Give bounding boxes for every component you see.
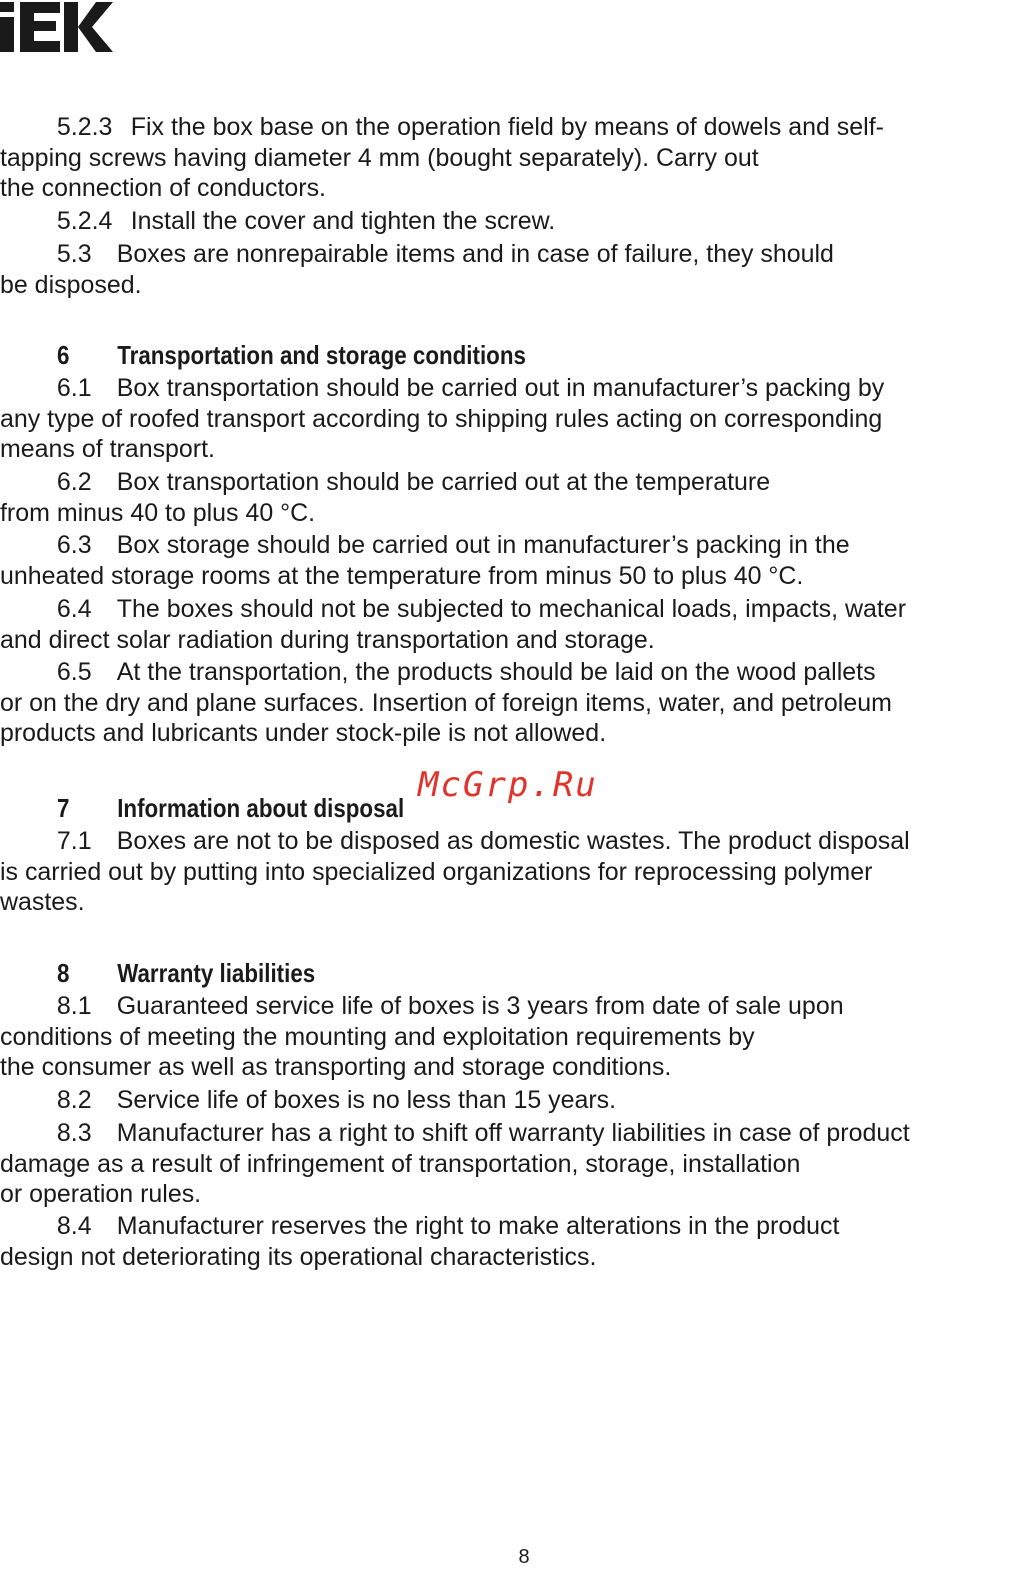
paragraph-6-5: 6.5 At the transportation, the products should be laid on the wood pallets or on the dry and plane surfaces. Insertion of foreign items, water, and petroleum products and lubricants under stock-pile is not allowed. bbox=[0, 658, 892, 748]
clause-number: 6.2 bbox=[56, 468, 92, 496]
paragraph-8-4: 8.4 Manufacturer reserves the right to make alterations in the product design not deteriorating its operational characteristics. bbox=[0, 1212, 840, 1271]
paragraph-6-3: 6.3 Box storage should be carried out in manufacturer’s packing in the unheated storage rooms at the temperature from minus 50 to plus 40 °C. bbox=[0, 531, 850, 590]
paragraph-8-2: 8.2 Service life of boxes is no less than 15 years. bbox=[56, 1086, 617, 1114]
clause-number: 6.4 bbox=[56, 595, 92, 623]
paragraph-5-3: 5.3 Boxes are nonrepairable items and in case of failure, they should be disposed. bbox=[0, 240, 834, 299]
paragraph-8-1: 8.1 Guaranteed service life of boxes is 3 years from date of sale upon conditions of meeting the mounting and exploitation requirements by the consumer as well as transporting and storage conditions. bbox=[0, 992, 844, 1082]
clause-number: 7.1 bbox=[56, 827, 92, 855]
clause-number: 5.2.3 bbox=[56, 113, 113, 141]
clause-number: 8.4 bbox=[56, 1212, 92, 1240]
paragraph-8-3: 8.3 Manufacturer has a right to shift off warranty liabilities in case of product damage as a result of infringement of transportation, storage, installation or operation rules. bbox=[0, 1119, 910, 1209]
section-heading-8: 8 Warranty liabilities bbox=[57, 958, 316, 988]
iek-logo bbox=[0, 0, 114, 54]
paragraph-5-2-4: 5.2.4 Install the cover and tighten the screw. bbox=[56, 207, 556, 235]
section-heading-7: 7 Information about disposal bbox=[57, 793, 405, 823]
clause-number: 8.3 bbox=[56, 1119, 92, 1147]
paragraph-6-4: 6.4 The boxes should not be subjected to mechanical loads, impacts, water and direct solar radiation during transportation and storage. bbox=[0, 595, 907, 654]
paragraph-7-1: 7.1 Boxes are not to be disposed as domestic wastes. The product disposal is carried out by putting into specialized organizations for reprocessing polymer wastes. bbox=[0, 827, 910, 917]
clause-number: 8.1 bbox=[56, 992, 92, 1020]
clause-number: 6.5 bbox=[56, 658, 92, 686]
clause-number: 5.2.4 bbox=[56, 207, 113, 235]
clause-number: 5.3 bbox=[56, 240, 92, 268]
page-number: 8 bbox=[518, 1546, 530, 1568]
paragraph-5-2-3: 5.2.3 Fix the box base on the operation field by means of dowels and self- tapping screws having diameter 4 mm (bought separately). Carry out the connection of conductors. bbox=[0, 113, 884, 203]
paragraph-6-1: 6.1 Box transportation should be carried out in manufacturer’s packing by any type of roofed transport according to shipping rules acting on corresponding means of transport. bbox=[0, 374, 885, 464]
paragraph-6-2: 6.2 Box transportation should be carried out at the temperature from minus 40 to plus 40 °C. bbox=[0, 468, 771, 527]
clause-number: 8.2 bbox=[56, 1086, 92, 1114]
clause-number: 6.3 bbox=[56, 531, 92, 559]
watermark: McGrp.Ru bbox=[418, 765, 598, 805]
clause-number: 6.1 bbox=[56, 374, 92, 402]
section-heading-6: 6 Transportation and storage conditions bbox=[57, 340, 526, 370]
